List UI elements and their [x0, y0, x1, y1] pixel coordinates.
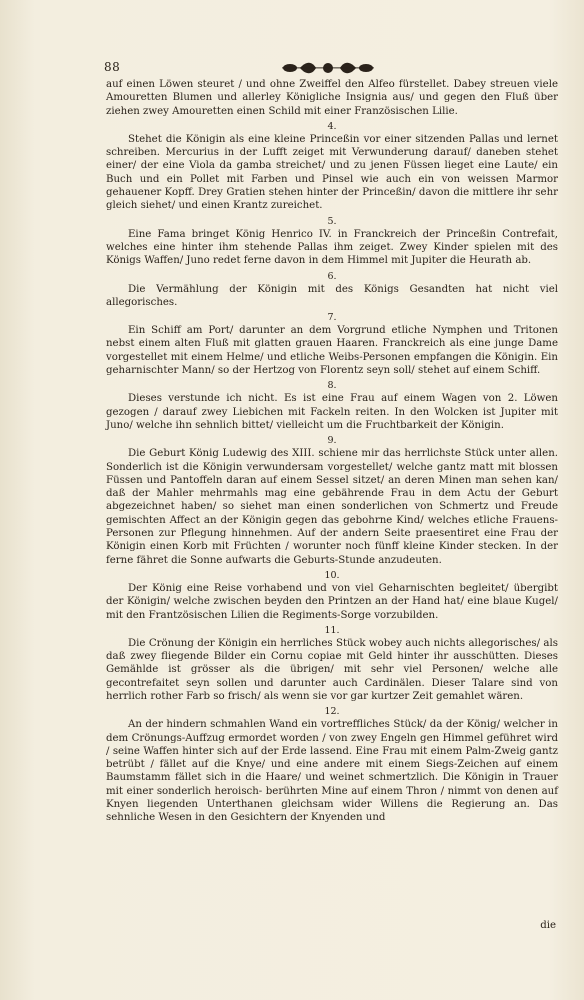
page-number: 88: [104, 60, 121, 74]
entry-paragraph: Eine Fama bringet König Henrico IV. in Franckreich der Princeßin Contrefait, welches eine hinter ihm stehende Pallas ihm zeiget. Zwey Kinder spielen mit des Königs Waffen/ Juno redet ferne davon in dem Himmel mit Jupiter die Heurath ab.: [106, 228, 558, 267]
header-ornament-icon: [280, 60, 376, 76]
entry-number: 8.: [327, 380, 337, 392]
entry-number: 6.: [327, 270, 337, 282]
entry-paragraph: Dieses verstunde ich nicht. Es ist eine Frau auf einem Wagen von 2. Löwen gezogen / darauf zwey Liebichen mit Fackeln reiten. In den Wolcken ist Jupiter mit Juno/ welche ihn sehnlich bittet/ vielleicht um die Fruchtbarkeit der Königin.: [106, 393, 558, 431]
entry-paragraph: Die Crönung der Königin ein herrliches Stück wobey auch nichts allegorisches/ als daß zwey fliegende Bilder ein Cornu copiae mit Geld hinter ihr ausschütten. Dieses Gemählde ist grösser als die übrigen/ mit sehr viel Personen/ welche alle gecontrefaitet seyn sollen und darunter auch Cardinälen. Dieser Talare sind von herrlich rother Farb so frisch/ als wenn sie vor gar kurtzer Zeit gemahlet wären.: [106, 637, 558, 702]
entry-number: 11.: [324, 624, 340, 636]
page-header: [104, 58, 556, 80]
entry-paragraph: Die Geburt König Ludewig des XIII. schiene mir das herrlichste Stück unter allen. Sonderlich ist die Königin verwundersam vorgestellet/ welche gantz matt mit blossen Füssen und Pantoffeln daran auf einem Sessel sitzet/ an deren Minen man sehen kan/ daß der Mahler mehrmahls mag eine gebährende Frau in dem Actu der Geburt abgezeichnet haben/ so siehet man einen sonderlichen von Schmertz und Freude gemischten Affect an der Königin gegen das gebohrne Kind/ welches etliche Frauens-Personen zur Pflegung hinnehmen. Auf der andern Seite praesentiret eine Frau der Königin einen Korb mit Früchten / worunter noch fünff kleine Kinder stecken. In der ferne fähret die Sonne aufwarts die Geburts-Stunde anzudeuten.: [106, 448, 558, 566]
entry-number: 5.: [327, 215, 337, 227]
catchword: die: [540, 920, 556, 931]
entry-paragraph: Der König eine Reise vorhabend und von viel Geharnischten begleitet/ übergibt der Königin/ welche zwischen beyden den Printzen an der Hand hat/ eine blaue Kugel/ mit den Frantzösischen Lilien die Regiments-Sorge vorzubilden.: [106, 582, 558, 621]
page-body: [106, 78, 558, 825]
paragraph-continued: auf einen Löwen steuret / und ohne Zweiffel den Alfeo fürstellet. Dabey streuen viele Amouretten Blumen und allerley Königliche Insignia aus/ und gegen den Fluß über ziehen zwey Amouretten einen Schild mit einer Französischen Lilie.: [106, 79, 558, 117]
entry-paragraph: Die Vermählung der Königin mit des Königs Gesandten hat nicht viel allegorisches.: [106, 283, 558, 308]
entry-paragraph: Ein Schiff am Port/ darunter an dem Vorgrund etliche Nymphen und Tritonen nebst einem alten Fluß mit glatten grauen Haaren. Franckreich als eine junge Dame vorgestellet mit einem Helme/ und etliche Weibs-Personen empfangen die Königin. Ein geharnischter Mann/ so der Hertzog von Florentz seyn soll/ stehet auf einem Schiff.: [106, 325, 558, 377]
entry-paragraph: Stehet die Königin als eine kleine Princeßin vor einer sitzenden Pallas und lernet schreiben. Mercurius in der Lufft zeiget mit Verwunderung darauf/ daneben stehet einer/ der eine Viola da gamba streichet/ und zu jenen Füssen lieget eine Laute/ ein Buch und ein Pollet mit Farben und Pinsel wie auch ein von weissen Marmor gehauener Kopff. Drey Gratien stehen hinter der Princeßin/ davon die mittlere ihr sehr gleich siehet/ und einen Krantz zureichet.: [106, 133, 558, 212]
entry-number: 7.: [327, 312, 337, 324]
entry-number: 4.: [327, 120, 337, 132]
entry-paragraph: An der hindern schmahlen Wand ein vortreffliches Stück/ da der König/ welcher in dem Crönungs-Auffzug ermordet worden / von zwey Engeln gen Himmel geführet wird / seine Waffen hinter sich auf der Erde lassend. Eine Frau mit einem Palm-Zweig gantz betrübt / fället auf die Knye/ und eine andere mit einem Siegs-Zeichen auf einem Baumstamm fället sich in die Haare/ und weinet schmertzlich. Die Königin in Trauer mit einer sonderlich heroisch- berührten Mine auf einem Thron / nimmt von denen auf Knyen liegenden Unterthanen gleichsam wider Willens die Regierung an. Das sehnliche Wesen in den Gesichtern der Knyenden und: [106, 719, 558, 824]
entry-number: 9.: [327, 435, 337, 447]
entry-number: 10.: [324, 569, 340, 581]
entry-number: 12.: [324, 706, 340, 718]
